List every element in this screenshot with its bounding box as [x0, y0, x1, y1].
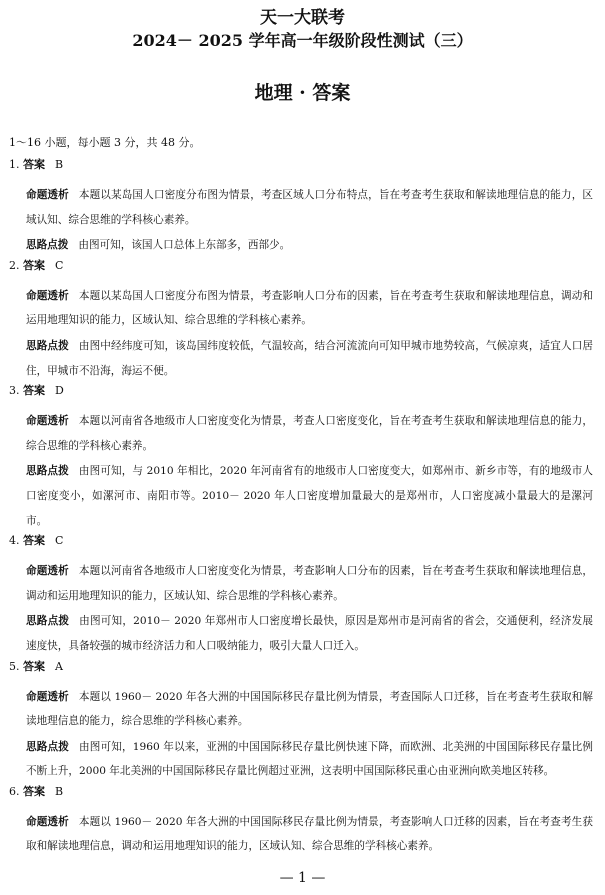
answer-line: 6. 答案 B — [9, 784, 64, 798]
answer-line: 4. 答案 C — [9, 534, 64, 548]
question-3 — [9, 384, 593, 533]
exam-name-title: 2024－ 2025 学年高一年级阶段性测试（三） — [132, 31, 473, 50]
answer-line: 1. 答案 B — [9, 158, 64, 171]
answer-line: 3. 答案 D — [9, 384, 64, 398]
exam-org-title: 天一大联考 — [260, 8, 345, 28]
question-4 — [9, 534, 593, 658]
answer-value: B — [55, 158, 64, 171]
question-6 — [9, 785, 593, 859]
answer-line: 5. 答案 A — [9, 659, 63, 673]
answer-line: 2. 答案 C — [9, 258, 64, 272]
scoring-intro: 1～16 小题，每小题 3 分，共 48 分。 — [9, 136, 201, 149]
answer-value: A — [55, 659, 63, 673]
questions-list — [9, 158, 593, 860]
question-5 — [9, 660, 593, 784]
hint-paragraph: 思路点拨 由图可知，该国人口总体上东部多，西部少。 — [26, 239, 291, 252]
analysis-paragraph: 命题透析 本题以某岛国人口密度分布图为情景，考查影响人口分布的因素，旨在考查考生获取和解读地理信息，调动和运用地理知识的能力，区域认知、综合思维的学科核心素养。 — [26, 289, 593, 327]
question-2 — [9, 259, 593, 383]
question-1 — [9, 158, 593, 258]
analysis-paragraph: 命题透析 本题以 1960－ 2020 年各大洲的中国国际移民存量比例为情景，考查国际人口迁移，旨在考查考生获取和解读地理信息的能力，综合思维的学科核心素养。 — [26, 690, 593, 728]
hint-paragraph: 思路点拨 由图可知，与 2010 年相比，2020 年河南省有的地级市人口密度变大，如郑州市、新乡市等，有的地级市人口密度变小，如漯河市、南阳市等。2010－ 2020 年人口密度增加量最大的是郑州市，人口密度减小量最大的是漯河市。 — [26, 465, 594, 527]
answer-value: C — [55, 258, 64, 272]
analysis-paragraph: 命题透析 本题以某岛国人口密度分布图为情景，考查区域人口分布特点，旨在考查考生获取和解读地理信息的能力，区域认知、综合思维的学科核心素养。 — [26, 189, 593, 226]
analysis-paragraph: 命题透析 本题以河南省各地级市人口密度变化为情景，考查人口密度变化，旨在考查考生获取和解读地理信息的能力，综合思维的学科核心素养。 — [26, 415, 593, 452]
page-number: — 1 — — [279, 870, 326, 886]
subject-title: 地理 · 答案 — [254, 82, 351, 104]
analysis-paragraph: 命题透析 本题以 1960－ 2020 年各大洲的中国国际移民存量比例为情景，考查影响人口迁移的因素，旨在考查考生获取和解读地理信息，调动和运用地理知识的能力，区域认知、综合思维的学科核心素养。 — [26, 815, 593, 853]
answer-value: C — [55, 534, 64, 548]
answer-value: D — [55, 384, 64, 398]
hint-paragraph: 思路点拨 由图可知，1960 年以来，亚洲的中国国际移民存量比例快速下降，而欧洲、北美洲的中国国际移民存量比例不断上升，2000 年北美洲的中国国际移民存量比例超过亚洲，这表明中国国际移民重心由亚洲向欧美地区转移。 — [26, 740, 594, 778]
analysis-paragraph: 命题透析 本题以河南省各地级市人口密度变化为情景，考查影响人口分布的因素，旨在考查考生获取和解读地理信息，调动和运用地理知识的能力，区域认知、综合思维的学科核心素养。 — [26, 565, 593, 602]
answer-value: B — [55, 784, 64, 798]
hint-paragraph: 思路点拨 由图可知，2010－ 2020 年郑州市人口密度增长最快，原因是郑州市是河南省的省会，交通便利，经济发展速度快，具备较强的城市经济活力和人口吸纳能力，吸引大量人口迁入。 — [26, 615, 594, 652]
hint-paragraph: 思路点拨 由图中经纬度可知，该岛国纬度较低，气温较高，结合河流流向可知甲城市地势较高，气候凉爽，适宜人口居住，甲城市不沿海，海运不便。 — [26, 339, 593, 377]
